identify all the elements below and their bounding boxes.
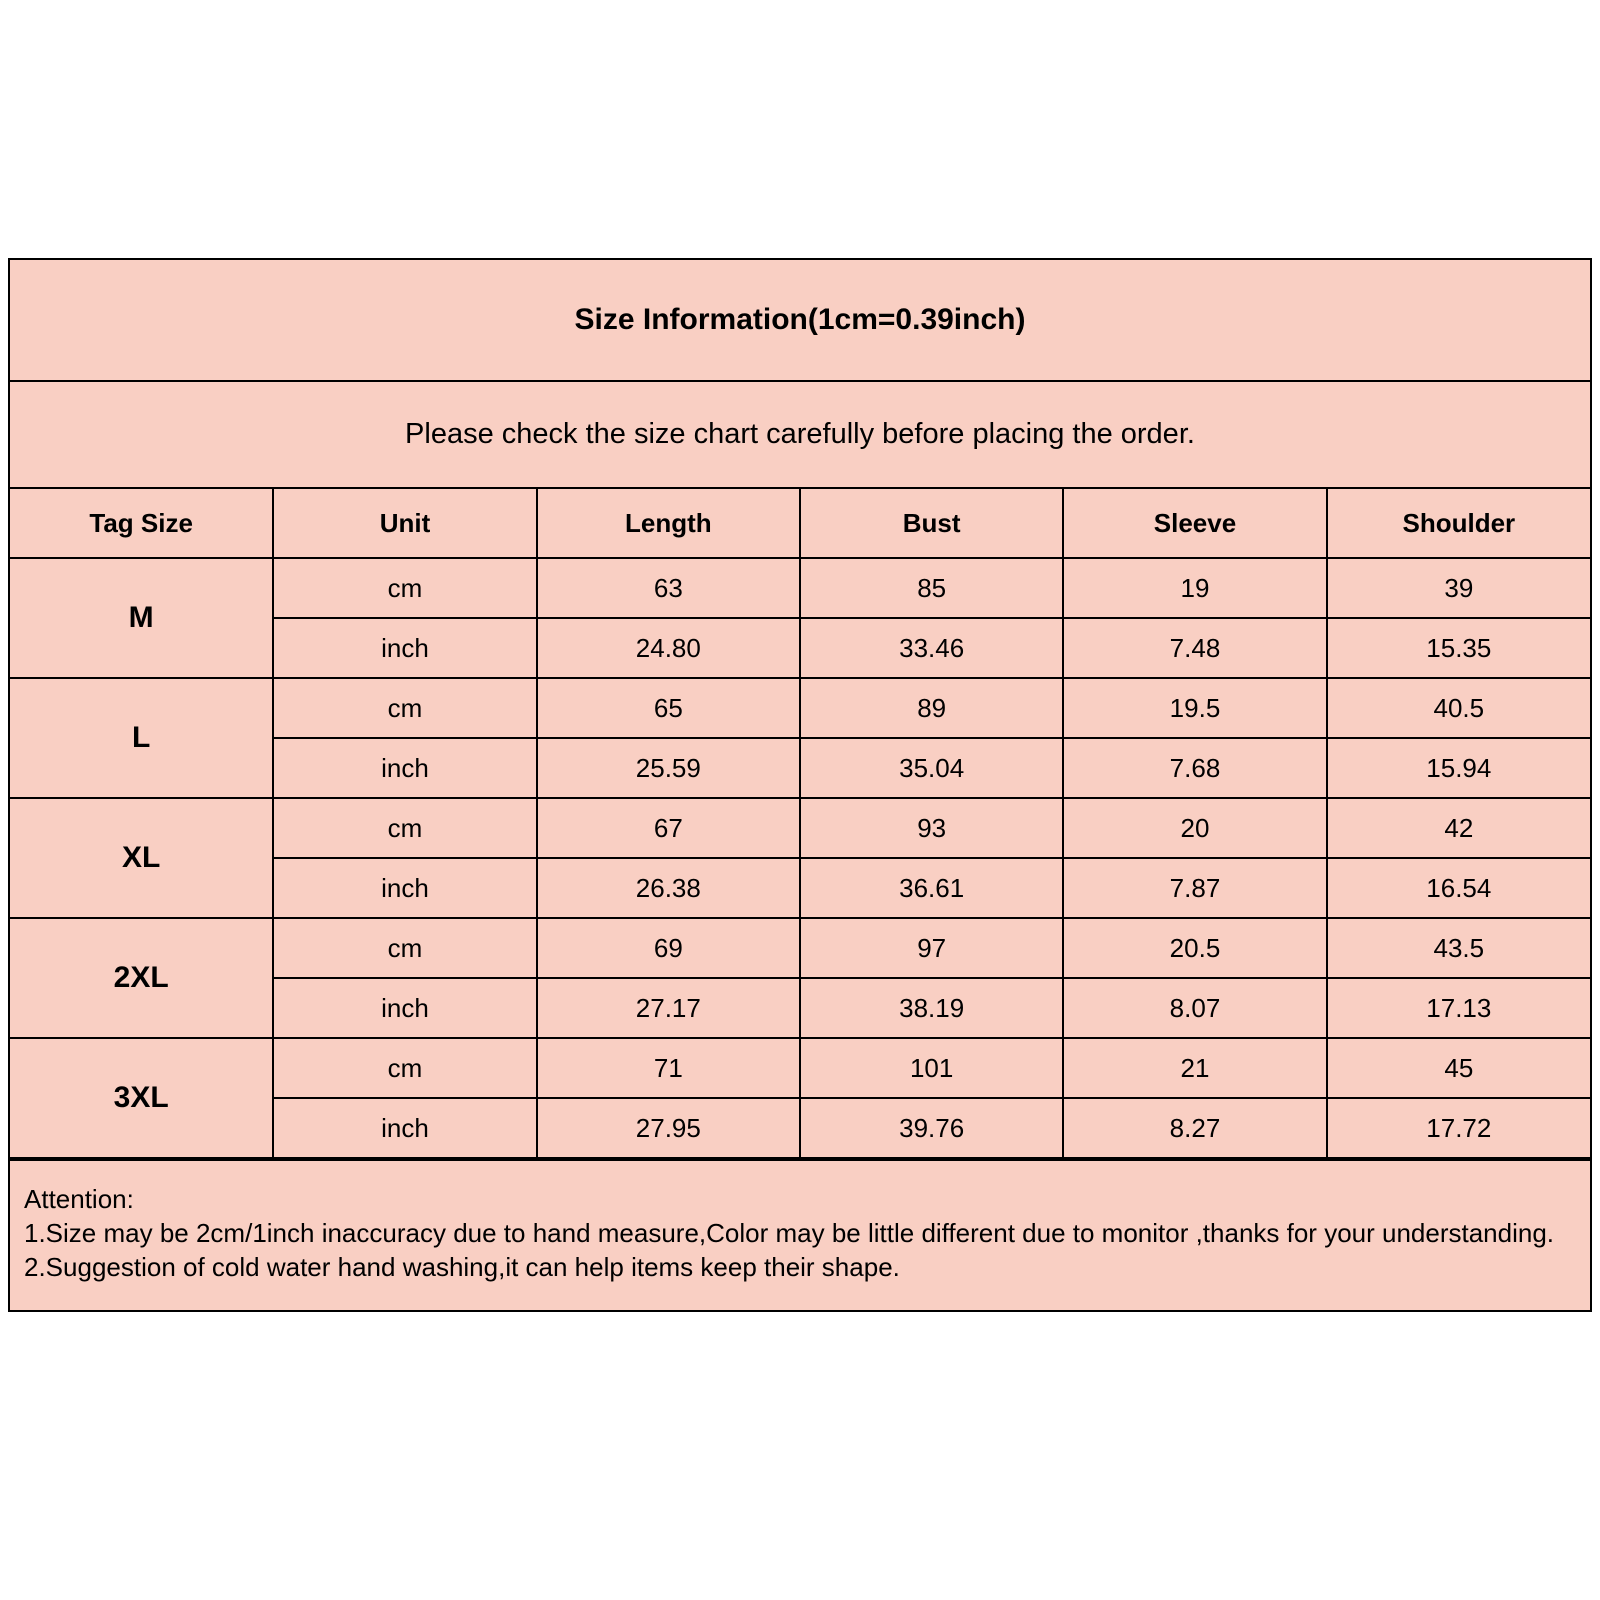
column-header-unit: Unit xyxy=(273,488,536,558)
table-row xyxy=(10,798,1590,858)
shoulder-value: 39 xyxy=(1327,558,1590,618)
sleeve-value: 8.07 xyxy=(1063,978,1326,1038)
bust-value: 35.04 xyxy=(800,738,1063,798)
sleeve-value: 7.48 xyxy=(1063,618,1326,678)
unit-value: cm xyxy=(273,1038,536,1098)
unit-value: inch xyxy=(273,978,536,1038)
table-row xyxy=(10,678,1590,738)
bust-value: 38.19 xyxy=(800,978,1063,1038)
bust-value: 36.61 xyxy=(800,858,1063,918)
shoulder-value: 17.72 xyxy=(1327,1098,1590,1158)
tag-size-value: L xyxy=(10,678,273,798)
tag-size-value: M xyxy=(10,558,273,678)
size-chart-panel xyxy=(8,258,1592,1312)
length-value: 26.38 xyxy=(537,858,800,918)
sleeve-value: 20 xyxy=(1063,798,1326,858)
bust-value: 93 xyxy=(800,798,1063,858)
tag-size-value: 2XL xyxy=(10,918,273,1038)
attention-heading: Attention: xyxy=(24,1184,134,1214)
shoulder-value: 15.35 xyxy=(1327,618,1590,678)
unit-value: inch xyxy=(273,618,536,678)
unit-value: inch xyxy=(273,1098,536,1158)
table-row xyxy=(10,918,1590,978)
sleeve-value: 8.27 xyxy=(1063,1098,1326,1158)
length-value: 69 xyxy=(537,918,800,978)
length-value: 67 xyxy=(537,798,800,858)
bust-value: 33.46 xyxy=(800,618,1063,678)
length-value: 63 xyxy=(537,558,800,618)
title-row xyxy=(10,260,1590,381)
column-header-sleeve: Sleeve xyxy=(1063,488,1326,558)
sleeve-value: 7.68 xyxy=(1063,738,1326,798)
column-header-bust: Bust xyxy=(800,488,1063,558)
shoulder-value: 16.54 xyxy=(1327,858,1590,918)
length-value: 71 xyxy=(537,1038,800,1098)
length-value: 27.17 xyxy=(537,978,800,1038)
attention-section xyxy=(10,1159,1590,1310)
sleeve-value: 21 xyxy=(1063,1038,1326,1098)
table-header-row xyxy=(10,488,1590,558)
bust-value: 89 xyxy=(800,678,1063,738)
shoulder-value: 40.5 xyxy=(1327,678,1590,738)
sleeve-value: 20.5 xyxy=(1063,918,1326,978)
page-title: Size Information(1cm=0.39inch) xyxy=(10,260,1590,381)
shoulder-value: 17.13 xyxy=(1327,978,1590,1038)
bust-value: 85 xyxy=(800,558,1063,618)
table-row xyxy=(10,558,1590,618)
column-header-length: Length xyxy=(537,488,800,558)
page-subtitle: Please check the size chart carefully before placing the order. xyxy=(10,381,1590,488)
tag-size-value: XL xyxy=(10,798,273,918)
length-value: 25.59 xyxy=(537,738,800,798)
unit-value: cm xyxy=(273,678,536,738)
table-row xyxy=(10,1038,1590,1098)
tag-size-value: 3XL xyxy=(10,1038,273,1158)
shoulder-value: 43.5 xyxy=(1327,918,1590,978)
unit-value: inch xyxy=(273,738,536,798)
unit-value: cm xyxy=(273,918,536,978)
size-information-table xyxy=(10,260,1590,1159)
bust-value: 39.76 xyxy=(800,1098,1063,1158)
sleeve-value: 19.5 xyxy=(1063,678,1326,738)
shoulder-value: 15.94 xyxy=(1327,738,1590,798)
length-value: 27.95 xyxy=(537,1098,800,1158)
unit-value: inch xyxy=(273,858,536,918)
sleeve-value: 19 xyxy=(1063,558,1326,618)
length-value: 65 xyxy=(537,678,800,738)
shoulder-value: 42 xyxy=(1327,798,1590,858)
bust-value: 97 xyxy=(800,918,1063,978)
attention-note-2: 2.Suggestion of cold water hand washing,it can help items keep their shape. xyxy=(24,1251,900,1282)
column-header-shoulder: Shoulder xyxy=(1327,488,1590,558)
bust-value: 101 xyxy=(800,1038,1063,1098)
attention-note-1: 1.Size may be 2cm/1inch inaccuracy due to hand measure,Color may be little different due to monitor ,thanks for your understanding. xyxy=(24,1217,1555,1248)
subtitle-row xyxy=(10,381,1590,488)
length-value: 24.80 xyxy=(537,618,800,678)
shoulder-value: 45 xyxy=(1327,1038,1590,1098)
unit-value: cm xyxy=(273,558,536,618)
sleeve-value: 7.87 xyxy=(1063,858,1326,918)
unit-value: cm xyxy=(273,798,536,858)
column-header-tag-size: Tag Size xyxy=(10,488,273,558)
